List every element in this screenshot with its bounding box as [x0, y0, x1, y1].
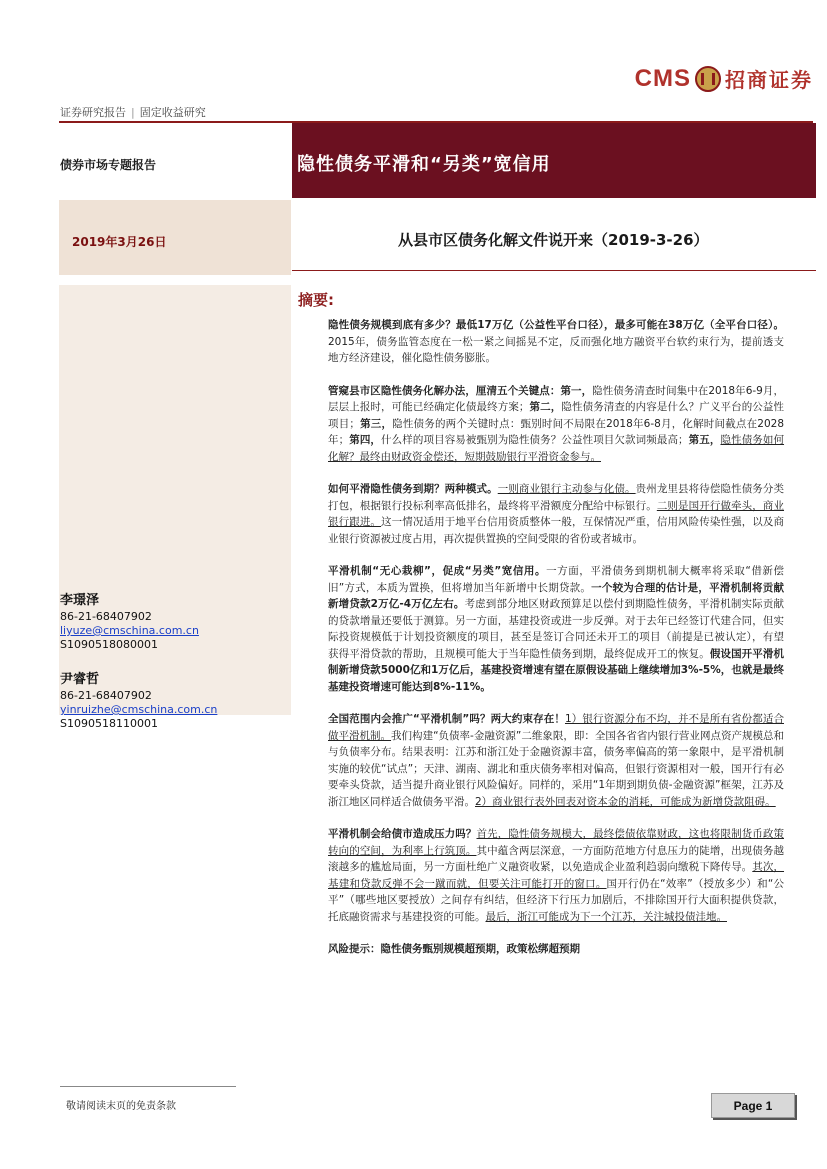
text-run: 贵州龙里县将待偿隐性债务分类打包，根据银行投标利率高低排名，最终将平滑额度分配给中标银行。 [328, 483, 785, 512]
report-title: 隐性债务平滑和“另类”宽信用 [297, 154, 551, 175]
text-run: 假设国开平滑机制新增贷款5000亿和1万亿后，基建投资增速有望在原假设基础上继续增加3%-5%，也就是最终基建投资增速可能达到8%-11%。 [328, 647, 785, 693]
text-run: 第三， [359, 417, 393, 430]
abstract-body [328, 317, 784, 958]
text-run: 隐性债务清查时间集中在2018年6-9月，层层上报时，可能已经确定化债最终方案； [328, 384, 784, 413]
abstract-paragraph [328, 481, 784, 547]
abstract-paragraph [328, 826, 784, 925]
abstract-paragraph [328, 563, 784, 695]
analyst-cert: S1090518110001 [60, 717, 158, 730]
text-run: 全国范围内会推广“平滑机制”吗？两大约束存在！ [328, 713, 565, 725]
text-run: 考虑到部分地区财政预算足以偿付到期隐性债务，平滑机制实际贡献的贷款增量还要低于测算。另一方面，基建投资或进一步反弹。对于去年已经签订代建合同，但实际投资规模低于计划投资额度的项目，甚至是签订合同还未开工的项目（前提是已被认定），有望获得平滑贷款的帮助，且规模可能大于当年隐性债务到期，最终促成开工的恢复。 [328, 598, 784, 660]
abstract-heading: 摘要: [298, 291, 334, 309]
company-logo [635, 64, 813, 93]
text-run: 2）商业银行表外回表对资本金的消耗，可能成为新增贷款阻碍。 [475, 795, 776, 808]
text-run: 隐性债务清查的内容是什么？广义平台的公益性项目； [328, 401, 785, 430]
abstract-paragraph [328, 711, 784, 810]
text-run: 首先，隐性债务规模大，最终偿债依靠财政，这也将限制货币政策转向的空间，为利率上行筑顶。 [328, 828, 784, 857]
report-category: 债券市场专题报告 [60, 158, 157, 172]
text-run: 一则商业银行主动参与化债。 [497, 483, 636, 495]
text-run: 二则是国开行做牵头，商业银行跟进。 [328, 499, 785, 528]
text-run: 隐性债务的两个关键时点：甄别时间不局限在2018年6-8月，化解时间截点在2028年； [328, 417, 785, 446]
text-run: 其次，基建和贷款反弹不会一蹴而就，但要关注可能打开的窗口。 [328, 861, 785, 890]
footer-divider [60, 1086, 236, 1087]
breadcrumb-item: 固定收益研究 [139, 106, 206, 119]
analyst-phone: 86-21-68407902 [60, 610, 152, 623]
risk-text: 隐性债务甄别规模超预期，政策松绑超预期 [380, 943, 580, 955]
text-run: 其中蕴含两层深意，一方面防范地方付息压力的陡增，出现债务越滚越多的尴尬局面，另一方面杜绝广义融资收紧，以免造成企业盈利趋弱向缴税下降传导。 [328, 844, 784, 873]
analyst-name: 尹睿哲 [60, 672, 100, 687]
text-run: 第五， [688, 434, 721, 446]
text-run: 平滑机制“无心栽柳”，促成“另类”宽信用。 [328, 565, 547, 577]
text-run: 一个较为合理的估计是，平滑机制将贡献新增贷款2万亿-4万亿左右。 [328, 581, 784, 610]
text-run: 国开行仍在“效率”（授放多少）和“公平”（哪些地区要授放）之间存有纠结，但经济下行压力加剧后，不排除国开行大面积提供贷款，托底融资需求与基建投资的可能。 [328, 877, 784, 923]
breadcrumb [60, 104, 206, 120]
report-date: 2019年3月26日 [72, 235, 167, 249]
text-run: 如何平滑隐性债务到期？两种模式。 [328, 483, 498, 495]
abstract-paragraphs [328, 317, 784, 925]
abstract-paragraph [328, 317, 784, 367]
text-run: 平滑机制会给债市造成压力吗？ [328, 828, 477, 840]
logo-brand-cn: 招商证券 [725, 68, 813, 92]
text-run: 1）银行资源分布不均，并不是所有省份都适合做平滑机制。 [328, 713, 784, 742]
footer-disclaimer: 敬请阅读末页的免责条款 [66, 1101, 176, 1112]
analyst-card [60, 594, 199, 652]
text-run: 一方面，平滑债务到期机制大概率将采取“借新偿旧”方式，本质为置换，但将增加当年新增中长期贷款。 [328, 565, 784, 594]
analyst-cert: S1090518080001 [60, 638, 158, 651]
analyst-email-link[interactable]: yinruizhe@cmschina.com.cn [60, 703, 218, 716]
text-run: 隐性债务规模到底有多少？最低17万亿（公益性平台口径），最多可能在38万亿（全平台口径）。 [328, 319, 784, 331]
logo-emblem-icon [695, 66, 721, 92]
breadcrumb-item: 证券研究报告 [60, 106, 126, 119]
text-run: 最后，浙江可能成为下一个江苏，关注城投债洼地。 [485, 910, 727, 923]
analyst-phone: 86-21-68407902 [60, 689, 152, 702]
subtitle-divider [292, 270, 816, 271]
text-run: 什么样的项目容易被甄别为隐性债务？公益性项目欠款词频最高； [381, 434, 689, 446]
text-run: 第二， [529, 401, 562, 413]
risk-label: 风险提示： [328, 943, 381, 955]
analyst-name: 李璟泽 [60, 593, 100, 608]
analyst-card [60, 673, 217, 731]
text-run: 我们构建“负债率-金融资源”二维象限，即：全国各省省内银行营业网点资产规模总和与负债率分布。结果表明：江苏和浙江处于金融资源丰富，债务率偏高的第一象限中，是平滑机制实施的较优“试点”；天津、湖南、湖北和重庆债务率相对偏高，但银行资源相对一般，国开行有必要牵头贷款，适当提升商业银行风险偏好。同样的，采用“1年期到期负债-金融资源”框架，江苏及浙江地区同样适合做债务平滑。 [328, 729, 784, 808]
breadcrumb-separator: | [131, 106, 135, 119]
text-run: 第四， [349, 434, 382, 446]
analyst-email-link[interactable]: liyuze@cmschina.com.cn [60, 624, 199, 637]
text-run: 管窥县市区隐性债务化解办法，厘清五个关键点：第一， [328, 384, 593, 397]
logo-brand-en: CMS [634, 64, 691, 92]
risk-warning [328, 941, 784, 958]
report-subtitle: 从县市区债务化解文件说开来（2019-3-26） [398, 231, 709, 249]
abstract-paragraph [328, 383, 784, 466]
text-run: 2015年，债务监管态度在一松一紧之间摇晃不定，反而强化地方融资平台软约束行为，提前透支地方经济建设，催化隐性债务膨胀。 [328, 335, 784, 364]
text-run: 隐性债务如何化解？最终由财政资金偿还，短期鼓励银行平滑资金参与。 [328, 434, 785, 463]
text-run: 这一情况适用于地平台信用资质整体一般，互保情况严重，信用风险传染性强，以及商业银行资源被过度占用，再次提供置换的空间受限的省份或者城市。 [328, 516, 785, 545]
page-number: Page 1 [711, 1093, 795, 1118]
